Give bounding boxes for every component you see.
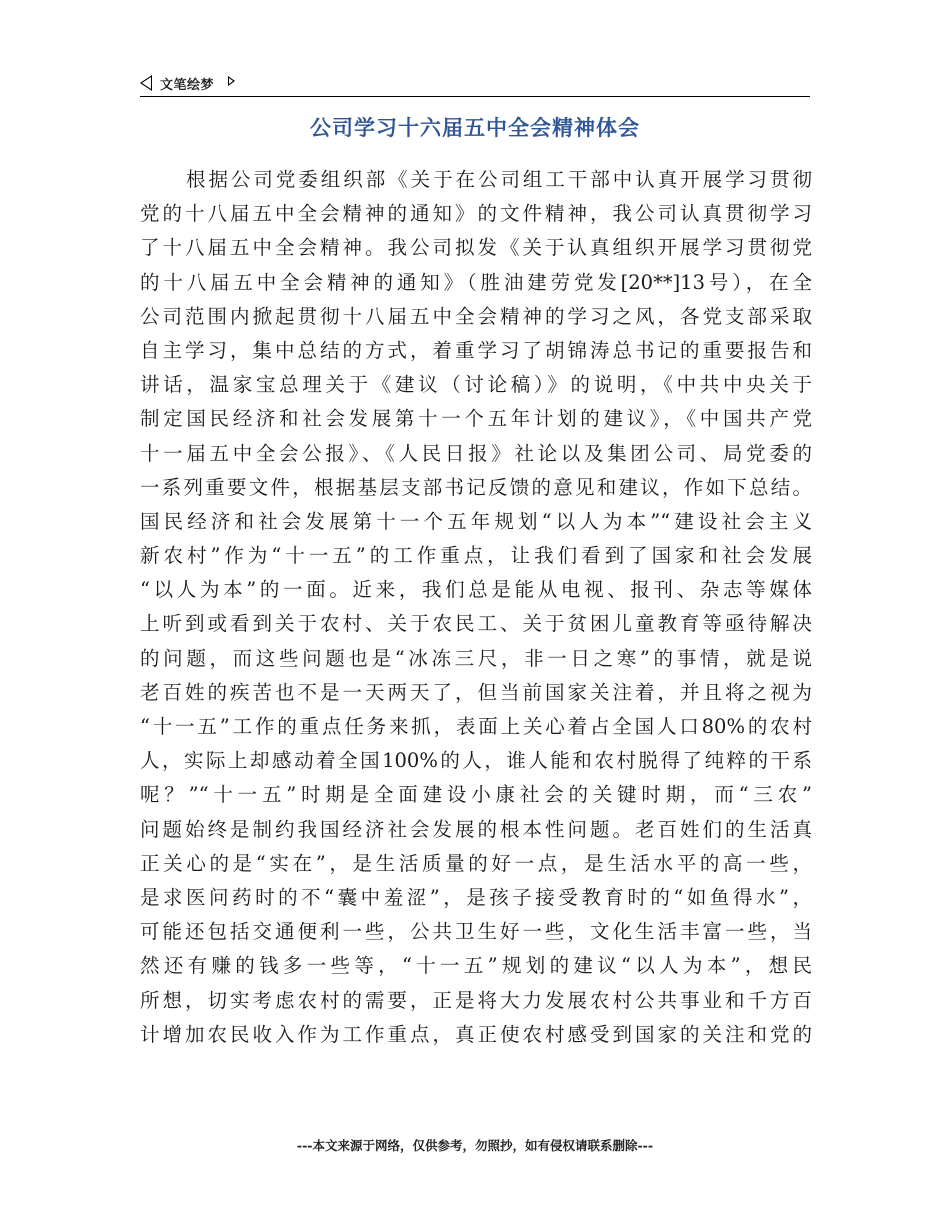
body-line: 的问题，而这些问题也是“冰冻三尺，非一日之寒”的事情，就是说 <box>140 646 812 670</box>
body-line: “十一五”工作的重点任务来抓，表面上关心着占全国人口80%的农村 <box>140 715 812 738</box>
triangle-left-icon <box>140 75 152 91</box>
document-body <box>140 163 812 1052</box>
body-line: 计增加农民收入作为工作重点，真正使农村感受到国家的关注和党的 <box>140 1022 812 1046</box>
body-line: 一系列重要文件，根据基层支部书记反馈的意见和建议，作如下总结。 <box>140 475 812 499</box>
body-line: 可能还包括交通便利一些，公共卫生好一些，文化生活丰富一些，当 <box>140 920 812 944</box>
body-line: 呢？”“十一五”时期是全面建设小康社会的关键时期，而“三农” <box>140 783 812 807</box>
body-line: 是求医问药时的不“囊中羞涩”，是孩子接受教育时的“如鱼得水”， <box>140 885 812 909</box>
body-line: “以人为本”的一面。近来，我们总是能从电视、报刊、杂志等媒体 <box>140 578 812 602</box>
body-line: 了十八届五中全会精神。我公司拟发《关于认真组织开展学习贯彻党 <box>140 236 812 260</box>
body-line: 所想，切实考虑农村的需要，正是将大力发展农村公共事业和千方百 <box>140 988 812 1012</box>
page-footer: ---本文来源于网络，仅供参考，勿照抄，如有侵权请联系删除--- <box>296 1138 654 1153</box>
body-line: 自主学习，集中总结的方式，着重学习了胡锦涛总书记的重要报告和 <box>140 338 812 362</box>
document-title: 公司学习十六届五中全会精神体会 <box>310 116 640 140</box>
body-line: 正关心的是“实在”，是生活质量的好一点，是生活水平的高一些， <box>140 851 812 875</box>
page-header <box>140 72 810 97</box>
body-line: 的十八届五中全会精神的通知》（胜油建劳党发[20**]13号），在全 <box>140 270 812 294</box>
body-line: 党的十八届五中全会精神的通知》的文件精神，我公司认真贯彻学习 <box>140 202 812 226</box>
body-line: 根据公司党委组织部《关于在公司组工干部中认真开展学习贯彻 <box>186 168 812 191</box>
body-line: 人，实际上却感动着全国100%的人，谁人能和农村脱得了纯粹的干系 <box>140 749 812 773</box>
body-line: 新农村”作为“十一五”的工作重点，让我们看到了国家和社会发展 <box>140 544 812 568</box>
body-line: 老百姓的疾苦也不是一天两天了，但当前国家关注着，并且将之视为 <box>140 680 812 704</box>
body-line: 然还有赚的钱多一些等，“十一五”规划的建议“以人为本”，想民 <box>140 954 812 978</box>
header-brand: 文笔绘梦 <box>160 78 215 93</box>
body-line: 讲话，温家宝总理关于《建议（讨论稿）》的说明，《中共中央关于 <box>140 373 812 397</box>
body-line: 制定国民经济和社会发展第十一个五年计划的建议》，《中国共产党 <box>140 407 812 431</box>
body-line: 问题始终是制约我国经济社会发展的根本性问题。老百姓们的生活真 <box>140 817 812 841</box>
body-line: 上听到或看到关于农村、关于农民工、关于贫困儿童教育等亟待解决 <box>140 612 812 636</box>
triangle-right-icon <box>228 76 235 86</box>
body-line: 公司范围内掀起贯彻十八届五中全会精神的学习之风，各党支部采取 <box>140 304 812 328</box>
body-line: 十一届五中全会公报》、《人民日报》社论以及集团公司、局党委的 <box>140 441 812 465</box>
body-line: 国民经济和社会发展第十一个五年规划“以人为本”“建设社会主义 <box>140 509 812 533</box>
